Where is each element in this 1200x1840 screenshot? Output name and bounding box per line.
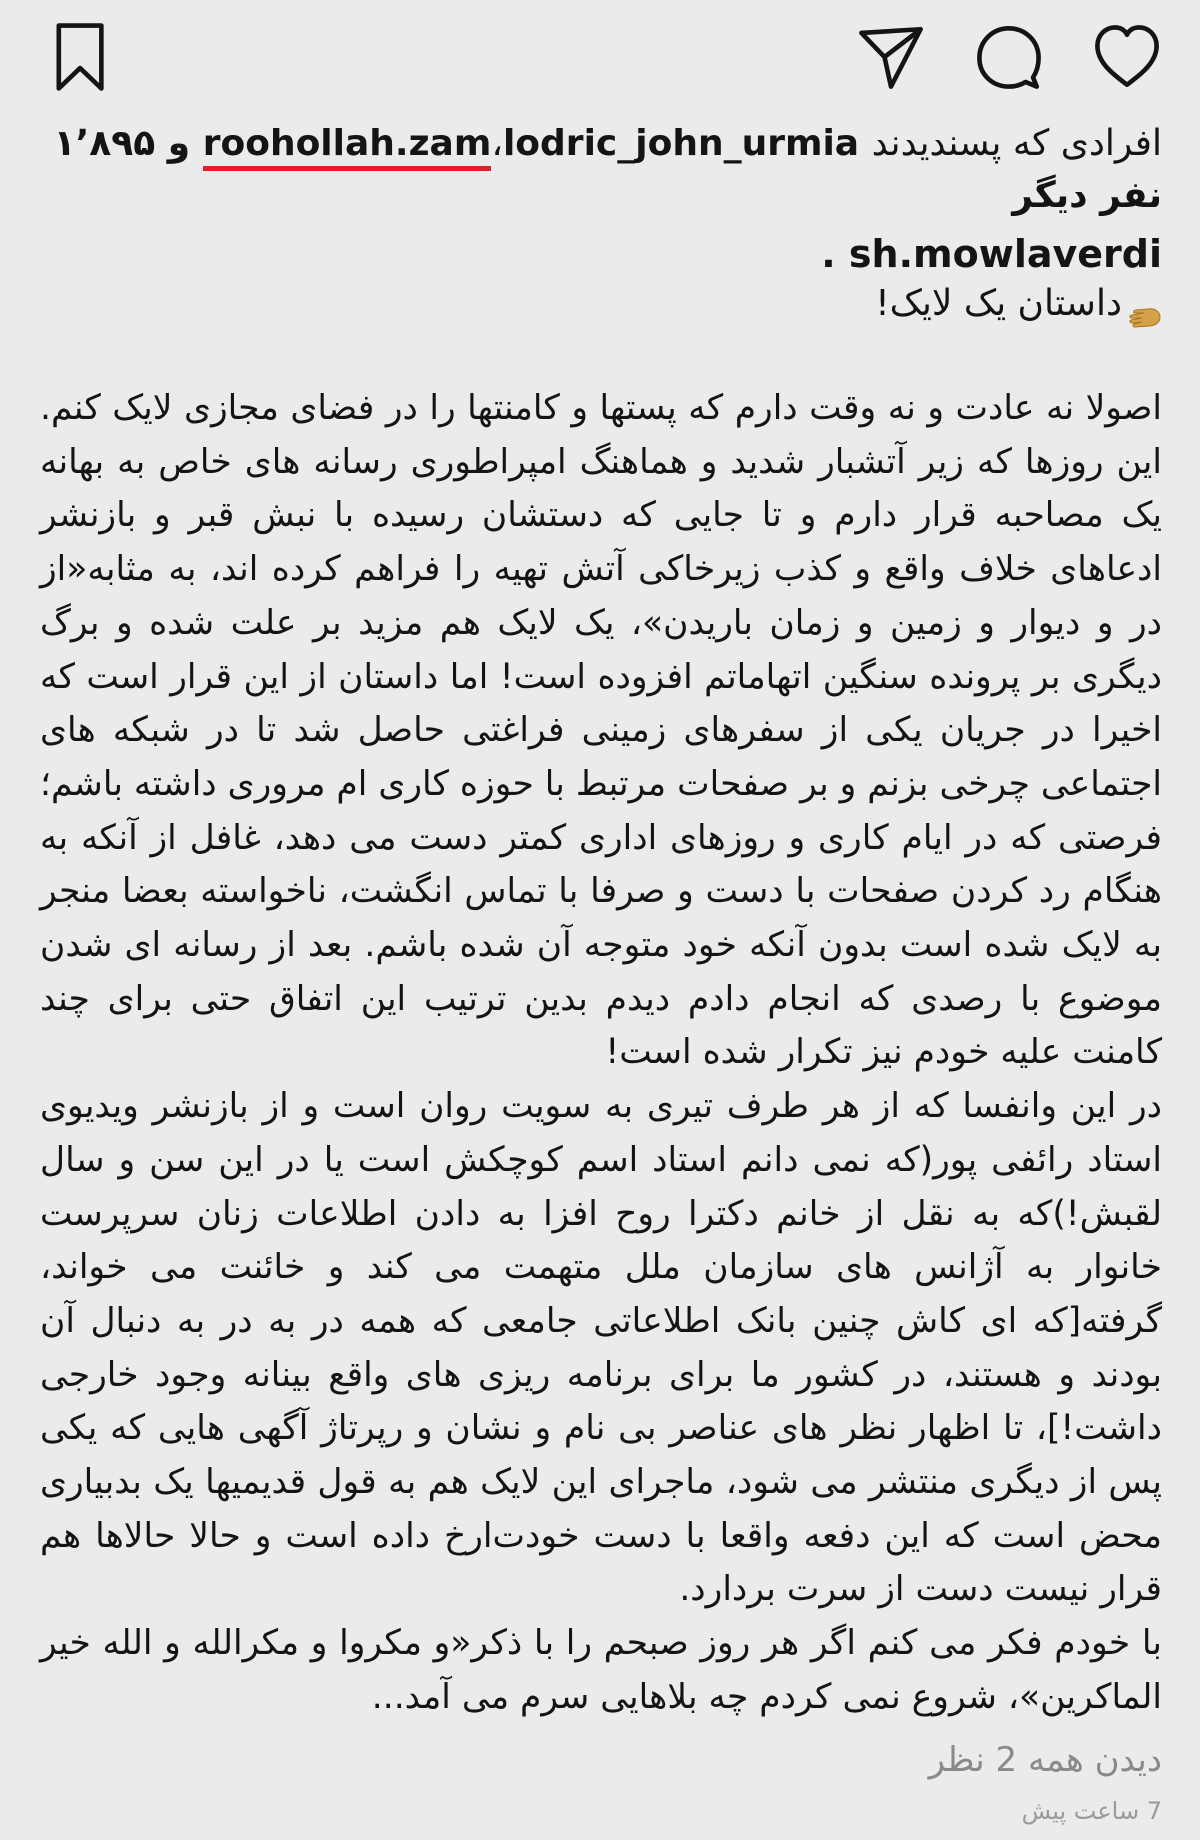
post-title-line	[40, 278, 1162, 330]
view-all-comments-link[interactable]: دیدن همه 2 نظر	[928, 1740, 1162, 1780]
post-caption	[40, 382, 1162, 1725]
author-suffix: .	[821, 232, 836, 276]
caption-paragraph-2: در این وانفسا که از هر طرف تیری به سویت روان است و از بازنشر ویدیوی استاد رائفی پور(که نمی دانم استاد اسم کوچکش است یا در این سن و سال لقبش!)که به نقل از خانم دکترا روح افزا به دادن اطلاعات زنان سرپرست خانوار به آژانس های سازمان ملل متهمت می کند و خائنت می خواند، گرفته[که ای کاش چنین بانک اطلاعاتی جامعی که همه در به در به دنبال آن بودند و هستند، در کشور ما برای برنامه ریزی های واقع بینانه وجود خارجی داشت!]، تا اظهار نظر های عناصر بی نام و نشان و رپرتاژ آگهی هایی که یکی پس از دیگری منتشر می شود، ماجرای این لایک هم به قول قدیمیها یک بدبیاری محض است که این دفعه واقعا با دست خودت‌ارخ داده است و حالا حالاها هم قرار نیست دست از سرت بردارد.	[40, 1086, 1162, 1610]
caption-paragraph-1: اصولا نه عادت و نه وقت دارم که پستها و کامنتها را در فضای مجازی لایک کنم. این روزها که زیر آتشبار شدید و هماهنگ امپراطوری رسانه های خاص به بهانه یک مصاحبه قرار دارم و تا جایی که دستشان رسیده با نبش قبر و بازنشر ادعاهای خلاف واقع و کذب زیرخاکی آتش تهیه را فراهم کرده اند، به مثابه«از در و دیوار و زمین و زمان باریدن»، یک لایک هم مزید بر علت شده و برگ دیگری بر پرونده سنگین اتهاماتم افزوده است! اما داستان از این قرار است که اخیرا در جریان یکی از سفرهای زمینی فراغتی حاصل شد تا در شبکه های اجتماعی چرخی بزنم و بر صفحات مرتبط با حوزه کاری ام مروری داشته باشم؛ فرصتی که در ایام کاری و روزهای اداری کمتر دست می دهد، غافل از آنکه به هنگام رد کردن صفحات با دست و صرفا با تماس انگشت، ناخواسته بعضا منجر به لایک شده است بدون آنکه خود متوجه آن شده باشم. بعد از رسانه ای شدن موضوع با رصدی که انجام دادم دیدم بدین ترتیب این اتفاق حتی برای چند کامنت علیه خودم نیز تکرار شده است!	[39, 388, 1162, 1073]
likes-count[interactable]: ۱٬۸۹۵ نفر	[53, 123, 1162, 216]
post-author-line	[40, 228, 1162, 280]
author-username[interactable]: sh.mowlaverdi	[848, 232, 1162, 276]
bookmark-icon[interactable]	[42, 18, 120, 96]
post-title: داستان یک لایک!	[875, 283, 1122, 324]
heart-icon[interactable]	[1088, 18, 1166, 96]
share-icon[interactable]	[852, 18, 930, 96]
likes-conjunction: و	[167, 123, 191, 164]
post-timestamp: 7 ساعت پیش	[1021, 1797, 1162, 1825]
liker-username-2[interactable]: roohollah.zam	[203, 123, 492, 171]
comment-icon[interactable]	[970, 18, 1048, 96]
likes-summary	[40, 118, 1162, 222]
liker-username-1[interactable]: lodric_john_urmia	[502, 123, 860, 164]
pointing-hand-icon	[1126, 292, 1162, 318]
likes-suffix[interactable]: دیگر	[1012, 175, 1088, 216]
action-bar	[40, 12, 1166, 104]
likes-separator: ،	[491, 123, 503, 164]
likes-prefix: افرادی که پسندیدند	[871, 123, 1162, 164]
caption-paragraph-3: با خودم فکر می کنم اگر هر روز صبحم را با ذکر«و مکروا و مکرالله و الله خیر الماکرین»، شروع نمی کردم چه بلاهایی سرم می آمد...	[40, 1623, 1162, 1717]
